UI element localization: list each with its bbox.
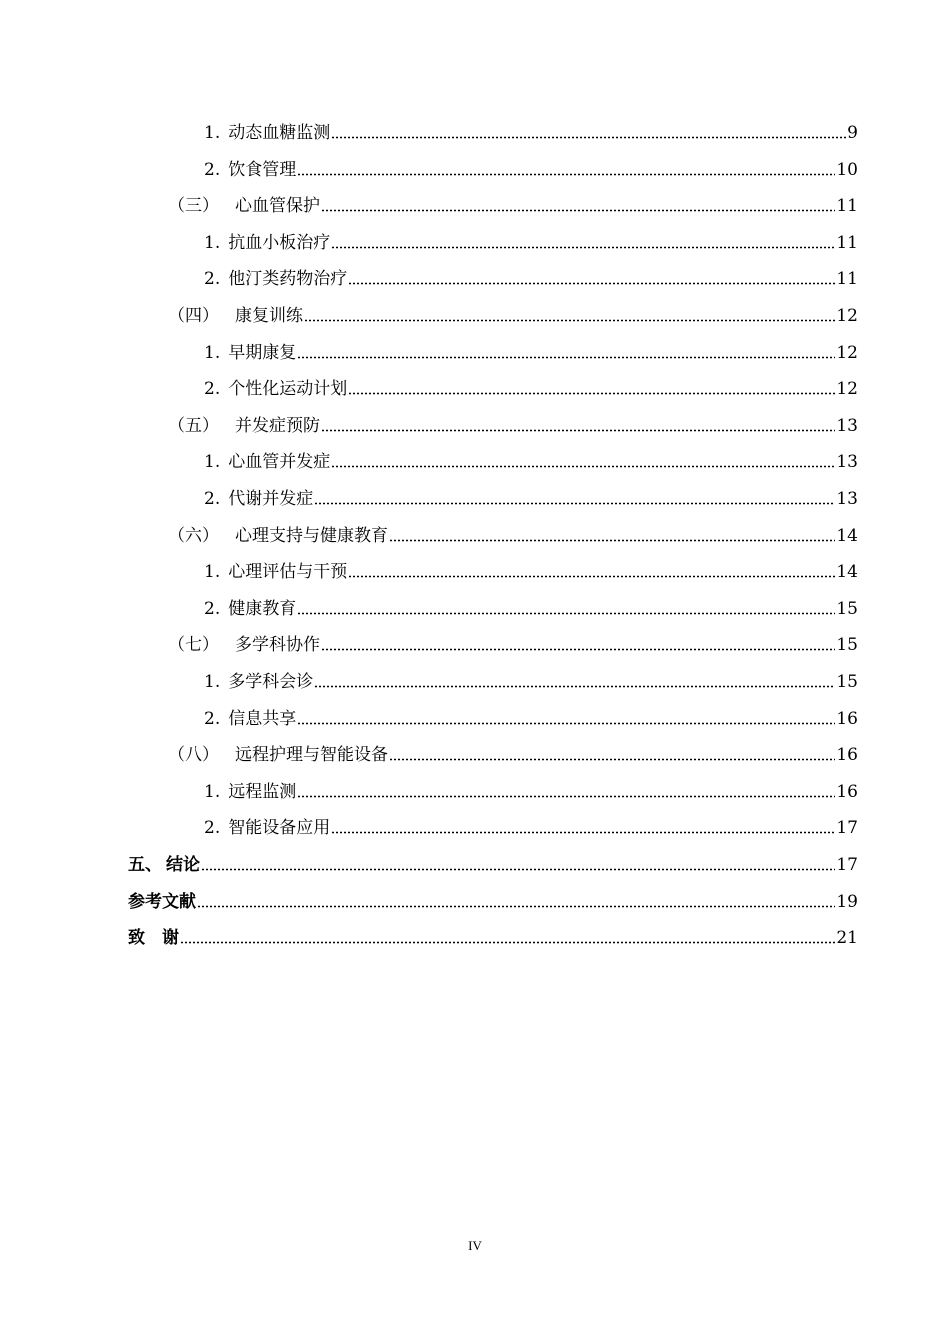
toc-entry-page-number: 21: [836, 928, 858, 949]
toc-entry-title: 心血管并发症: [228, 452, 331, 473]
toc-entry-title: 饮食管理: [228, 159, 297, 180]
toc-entry[interactable]: [168, 730, 858, 766]
toc-entry-number: （七）: [168, 635, 219, 656]
toc-entry-number: 1.: [204, 342, 221, 363]
toc-entry[interactable]: [204, 254, 858, 290]
toc-dot-leader: [197, 905, 835, 908]
toc-dot-leader: [348, 575, 835, 578]
toc-entry-number: 2.: [204, 379, 221, 400]
toc-entry-title: 并发症预防: [235, 415, 320, 436]
toc-dot-leader: [297, 722, 835, 725]
toc-entry[interactable]: [168, 401, 858, 437]
toc-entry-title: 远程监测: [228, 781, 297, 802]
toc-entry-title: 动态血糖监测: [228, 123, 331, 143]
toc-entry-title: 致 谢: [128, 928, 179, 949]
toc-entry[interactable]: [128, 913, 858, 949]
toc-dot-leader: [297, 173, 835, 176]
toc-dot-leader: [297, 795, 835, 798]
toc-entry-title: 康复训练: [235, 306, 303, 326]
toc-entry-page-number: 14: [836, 562, 858, 583]
toc-entry[interactable]: [204, 437, 858, 473]
toc-entry-page-number: 13: [836, 489, 858, 509]
toc-entry-page-number: 15: [836, 672, 858, 692]
page-footer-number: IV: [468, 1238, 482, 1253]
toc-entry-title: 健康教育: [228, 598, 297, 619]
toc-entry[interactable]: [204, 547, 858, 583]
toc-dot-leader: [321, 209, 835, 212]
toc-dot-leader: [331, 246, 835, 249]
toc-entry-number: 1.: [204, 452, 221, 473]
toc-entry-number: 2.: [204, 598, 221, 619]
toc-dot-leader: [297, 356, 835, 359]
toc-entry-number: 1.: [204, 232, 221, 253]
toc-dot-leader: [389, 539, 835, 542]
toc-entry-title: 个性化运动计划: [228, 379, 348, 400]
toc-entry-title: 多学科协作: [235, 635, 320, 656]
toc-entry-page-number: 15: [836, 598, 858, 619]
toc-entry[interactable]: [204, 584, 858, 620]
toc-entry-page-number: 16: [836, 708, 858, 729]
toc-entry[interactable]: [204, 657, 858, 693]
toc-entry[interactable]: [204, 694, 858, 730]
toc-dot-leader: [389, 758, 835, 761]
toc-entry-page-number: 19: [836, 891, 858, 912]
toc-dot-leader: [304, 319, 835, 322]
toc-entry[interactable]: [204, 145, 858, 181]
toc-dot-leader: [331, 136, 846, 139]
toc-entry-page-number: 14: [836, 525, 858, 546]
toc-entry-page-number: 11: [836, 196, 858, 217]
toc-entry-title: 心理支持与健康教育: [235, 525, 388, 546]
toc-entry-title: 心血管保护: [235, 196, 320, 217]
toc-entry-title: 智能设备应用: [228, 818, 331, 839]
toc-entry-number: 1.: [204, 781, 221, 802]
toc-entry-page-number: 12: [836, 306, 858, 326]
toc-dot-leader: [321, 429, 835, 432]
toc-entry-page-number: 11: [836, 232, 858, 253]
toc-entry-number: 2.: [204, 269, 221, 290]
toc-entry-number: 2.: [204, 159, 221, 180]
toc-entry-page-number: 13: [836, 415, 858, 436]
toc-entry-title: 早期康复: [228, 342, 297, 363]
toc-entry[interactable]: [168, 511, 858, 547]
toc-dot-leader: [314, 502, 835, 505]
toc-dot-leader: [297, 612, 835, 615]
toc-entry[interactable]: [204, 364, 858, 400]
toc-dot-leader: [180, 941, 835, 944]
toc-entry[interactable]: [204, 474, 858, 510]
toc-entry-page-number: 11: [836, 269, 858, 290]
toc-entry-number: 2.: [204, 489, 221, 509]
toc-entry[interactable]: [128, 877, 858, 913]
toc-entry[interactable]: [204, 328, 858, 364]
toc-entry-title: 参考文献: [128, 891, 196, 912]
toc-entry[interactable]: [204, 767, 858, 803]
toc-dot-leader: [348, 392, 835, 395]
toc-entry[interactable]: [204, 218, 858, 254]
toc-entry[interactable]: [204, 108, 858, 144]
toc-entry-number: 2.: [204, 818, 221, 839]
toc-entry-title: 结论: [166, 855, 200, 875]
toc-entry-number: （三）: [168, 196, 219, 217]
toc-entry-page-number: 15: [836, 635, 858, 656]
toc-entry[interactable]: [168, 291, 858, 327]
toc-entry-number: （五）: [168, 415, 219, 436]
toc-entry-page-number: 16: [836, 781, 858, 802]
toc-entry-number: 1.: [204, 562, 221, 583]
toc-dot-leader: [331, 831, 835, 834]
toc-entry-page-number: 17: [836, 818, 858, 839]
toc-dot-leader: [331, 465, 835, 468]
toc-entry-page-number: 12: [836, 379, 858, 400]
toc-entry-page-number: 12: [836, 342, 858, 363]
toc-entry[interactable]: [168, 181, 858, 217]
toc-entry-number: （八）: [168, 745, 219, 766]
toc-entry-page-number: 13: [836, 452, 858, 473]
toc-entry-title: 信息共享: [228, 708, 297, 729]
toc-dot-leader: [201, 868, 835, 871]
toc-entry-page-number: 17: [836, 855, 858, 875]
toc-entry-title: 心理评估与干预: [228, 562, 348, 583]
toc-entry[interactable]: [128, 840, 858, 876]
toc-entry[interactable]: [204, 803, 858, 839]
toc-dot-leader: [348, 282, 835, 285]
toc-entry-title: 多学科会诊: [228, 672, 314, 692]
toc-dot-leader: [321, 648, 835, 651]
toc-entry-number: 1.: [204, 123, 221, 143]
toc-entry-page-number: 10: [836, 159, 858, 180]
toc-entry-number: （四）: [168, 306, 219, 326]
toc-entry-number: 2.: [204, 708, 221, 729]
toc-entry-page-number: 9: [847, 123, 858, 143]
toc-entry-title: 远程护理与智能设备: [235, 745, 388, 766]
toc-entry-number: （六）: [168, 525, 219, 546]
toc-entry-page-number: 16: [836, 745, 858, 766]
toc-dot-leader: [314, 685, 835, 688]
toc-entry-number: 五、: [128, 855, 162, 875]
toc-entry-title: 他汀类药物治疗: [228, 269, 348, 290]
toc-entry-number: 1.: [204, 672, 221, 692]
toc-entry[interactable]: [168, 620, 858, 656]
toc-entry-title: 代谢并发症: [228, 489, 314, 509]
toc-entry-title: 抗血小板治疗: [228, 232, 331, 253]
